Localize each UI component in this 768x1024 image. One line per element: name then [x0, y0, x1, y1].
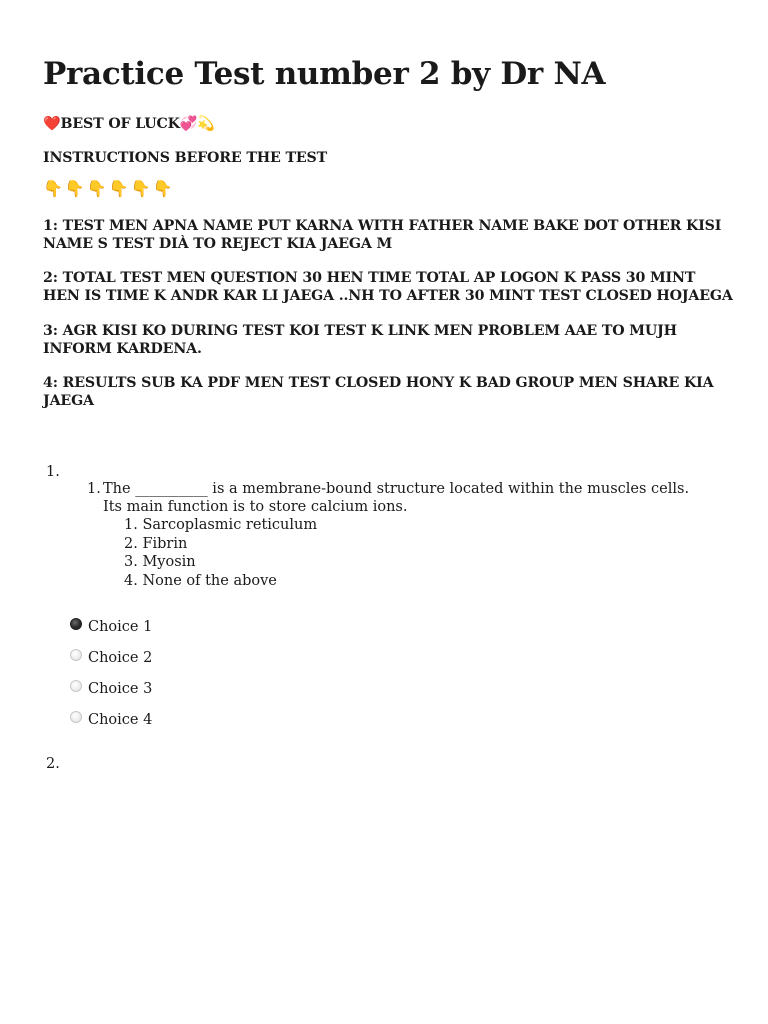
question-1-body: The __________ is a membrane-bound structure located within the muscles cells. Its main function is to store calcium ions.: [103, 481, 690, 515]
dizzy-star-icon: 💫: [197, 116, 215, 132]
instruction-4: 4: RESULTS SUB KA PDF MEN TEST CLOSED HONY K BAD GROUP MEN SHARE KIA JAEGA: [43, 375, 714, 409]
question-1-number: 1.: [46, 464, 60, 480]
choice-4-label: Choice 4: [88, 712, 153, 728]
best-of-luck-line: [43, 115, 733, 133]
question-1-text: [87, 480, 707, 516]
option-item: 4. None of the above: [124, 572, 277, 589]
page-title: Practice Test number 2 by Dr NA: [43, 56, 606, 92]
instruction-3: 3: AGR KISI KO DURING TEST KOI TEST K LINK MEN PROBLEM AAE TO MUJH INFORM KARDENA.: [43, 323, 677, 357]
option-item: 2. Fibrin: [124, 535, 188, 552]
revolving-hearts-icon: 💞: [179, 116, 198, 132]
radio-unselected-icon[interactable]: [70, 711, 82, 723]
instruction-2: 2: TOTAL TEST MEN QUESTION 30 HEN TIME TOTAL AP LOGON K PASS 30 MINT HEN IS TIME K ANDR KAR LI JAEGA ..NH TO AFTER 30 MINT TEST CLOSED HOJAEGA: [43, 270, 733, 304]
best-of-luck-text: BEST OF LUCK: [60, 116, 180, 132]
radio-selected-icon[interactable]: [70, 618, 82, 630]
pointing-down-hand-icon: 👇👇👇👇👇👇: [43, 179, 175, 198]
question-1-options: [124, 516, 317, 590]
radio-unselected-icon[interactable]: [70, 649, 82, 661]
choice-1-radio[interactable]: [70, 619, 152, 635]
option-item: 1. Sarcoplasmic reticulum: [124, 517, 318, 533]
red-heart-icon: ❤️: [43, 116, 61, 132]
choice-4-radio[interactable]: [70, 712, 152, 728]
question-1-inner-number: 1.: [87, 481, 101, 497]
choice-3-radio[interactable]: [70, 681, 152, 697]
choice-2-radio[interactable]: [70, 650, 152, 666]
choice-1-label: Choice 1: [88, 619, 153, 635]
pointing-down-icons: [43, 180, 733, 199]
question-2-number: 2.: [46, 756, 60, 772]
radio-unselected-icon[interactable]: [70, 680, 82, 692]
choice-3-label: Choice 3: [88, 681, 153, 697]
instructions-heading: INSTRUCTIONS BEFORE THE TEST: [43, 150, 328, 166]
choice-2-label: Choice 2: [88, 650, 153, 666]
option-item: 3. Myosin: [124, 554, 196, 570]
instruction-1: 1: TEST MEN APNA NAME PUT KARNA WITH FATHER NAME BAKE DOT OTHER KISI NAME S TEST DIÀ TO REJECT KIA JAEGA M: [43, 218, 722, 252]
